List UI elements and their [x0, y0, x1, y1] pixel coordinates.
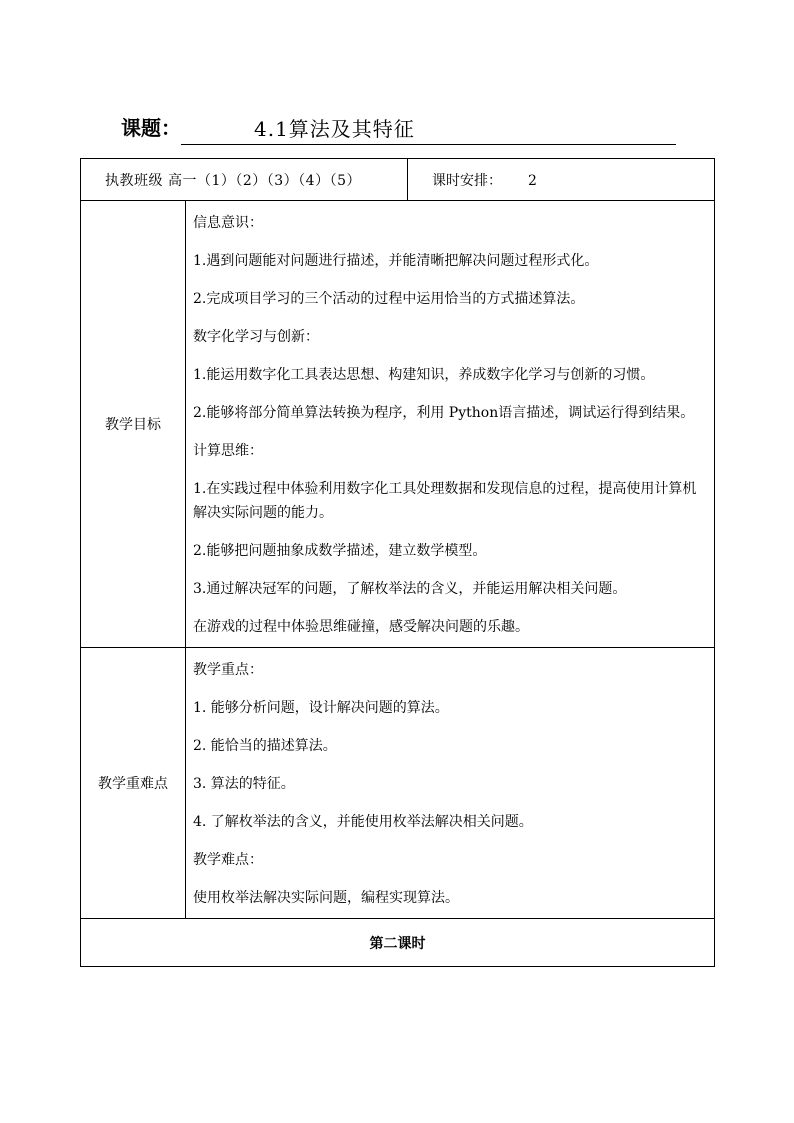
key-points-content	[186, 648, 715, 919]
objectives-content	[186, 201, 715, 648]
key-point-line: 使用枚举法解决实际问题，编程实现算法。	[193, 890, 459, 906]
objective-line: 计算思维：	[193, 443, 263, 459]
schedule-label: 课时安排：	[432, 172, 502, 189]
objective-line: 2.完成项目学习的三个活动的过程中运用恰当的方式描述算法。	[193, 291, 585, 307]
lesson-title-row	[121, 112, 676, 146]
lesson-period-cell: 第二课时	[81, 919, 715, 967]
class-label: 执教班级 高一（1）（2）（3）（4）（5）	[105, 172, 361, 189]
lesson-title-label: 课题：	[121, 116, 181, 140]
schedule-value: 2	[528, 172, 537, 189]
schedule-cell	[408, 159, 715, 201]
lesson-title-text: 4.1算法及其特征	[254, 117, 415, 141]
objective-line: 1.遇到问题能对问题进行描述，并能清晰把解决问题过程形式化。	[193, 253, 599, 269]
key-point-line: 3. 算法的特征。	[193, 776, 295, 792]
objective-line: 数字化学习与创新：	[193, 329, 319, 345]
objective-line: 在游戏的过程中体验思维碰撞，感受解决问题的乐趣。	[193, 619, 529, 635]
footer-row	[81, 919, 715, 967]
objective-line: 1.能运用数字化工具表达思想、构建知识，养成数字化学习与创新的习惯。	[193, 367, 655, 383]
objective-line: 3.通过解决冠军的问题，了解枚举法的含义，并能运用解决相关问题。	[193, 581, 627, 597]
title-underline	[181, 144, 676, 145]
key-point-line: 1. 能够分析问题，设计解决问题的算法。	[193, 700, 449, 716]
key-points-row	[81, 648, 715, 919]
objectives-row	[81, 201, 715, 648]
key-point-line: 2. 能恰当的描述算法。	[193, 738, 337, 754]
objective-line: 2.能够把问题抽象成数学描述，建立数学模型。	[193, 543, 487, 559]
class-cell	[81, 159, 408, 201]
header-row	[81, 159, 715, 201]
key-points-label: 教学重难点	[81, 648, 186, 919]
key-point-line: 教学重点：	[193, 662, 263, 678]
objective-line: 2.能够将部分简单算法转换为程序，利用 Python语言描述，调试运行得到结果。	[193, 405, 695, 421]
objective-line: 1.在实践过程中体验利用数字化工具处理数据和发现信息的过程，提高使用计算机解决实际问题的能力。	[193, 481, 697, 521]
objective-line: 信息意识：	[193, 215, 263, 231]
key-point-line: 教学难点：	[193, 852, 263, 868]
objectives-label: 教学目标	[81, 201, 186, 648]
lesson-plan-table	[80, 158, 715, 967]
key-point-line: 4. 了解枚举法的含义，并能使用枚举法解决相关问题。	[193, 814, 533, 830]
